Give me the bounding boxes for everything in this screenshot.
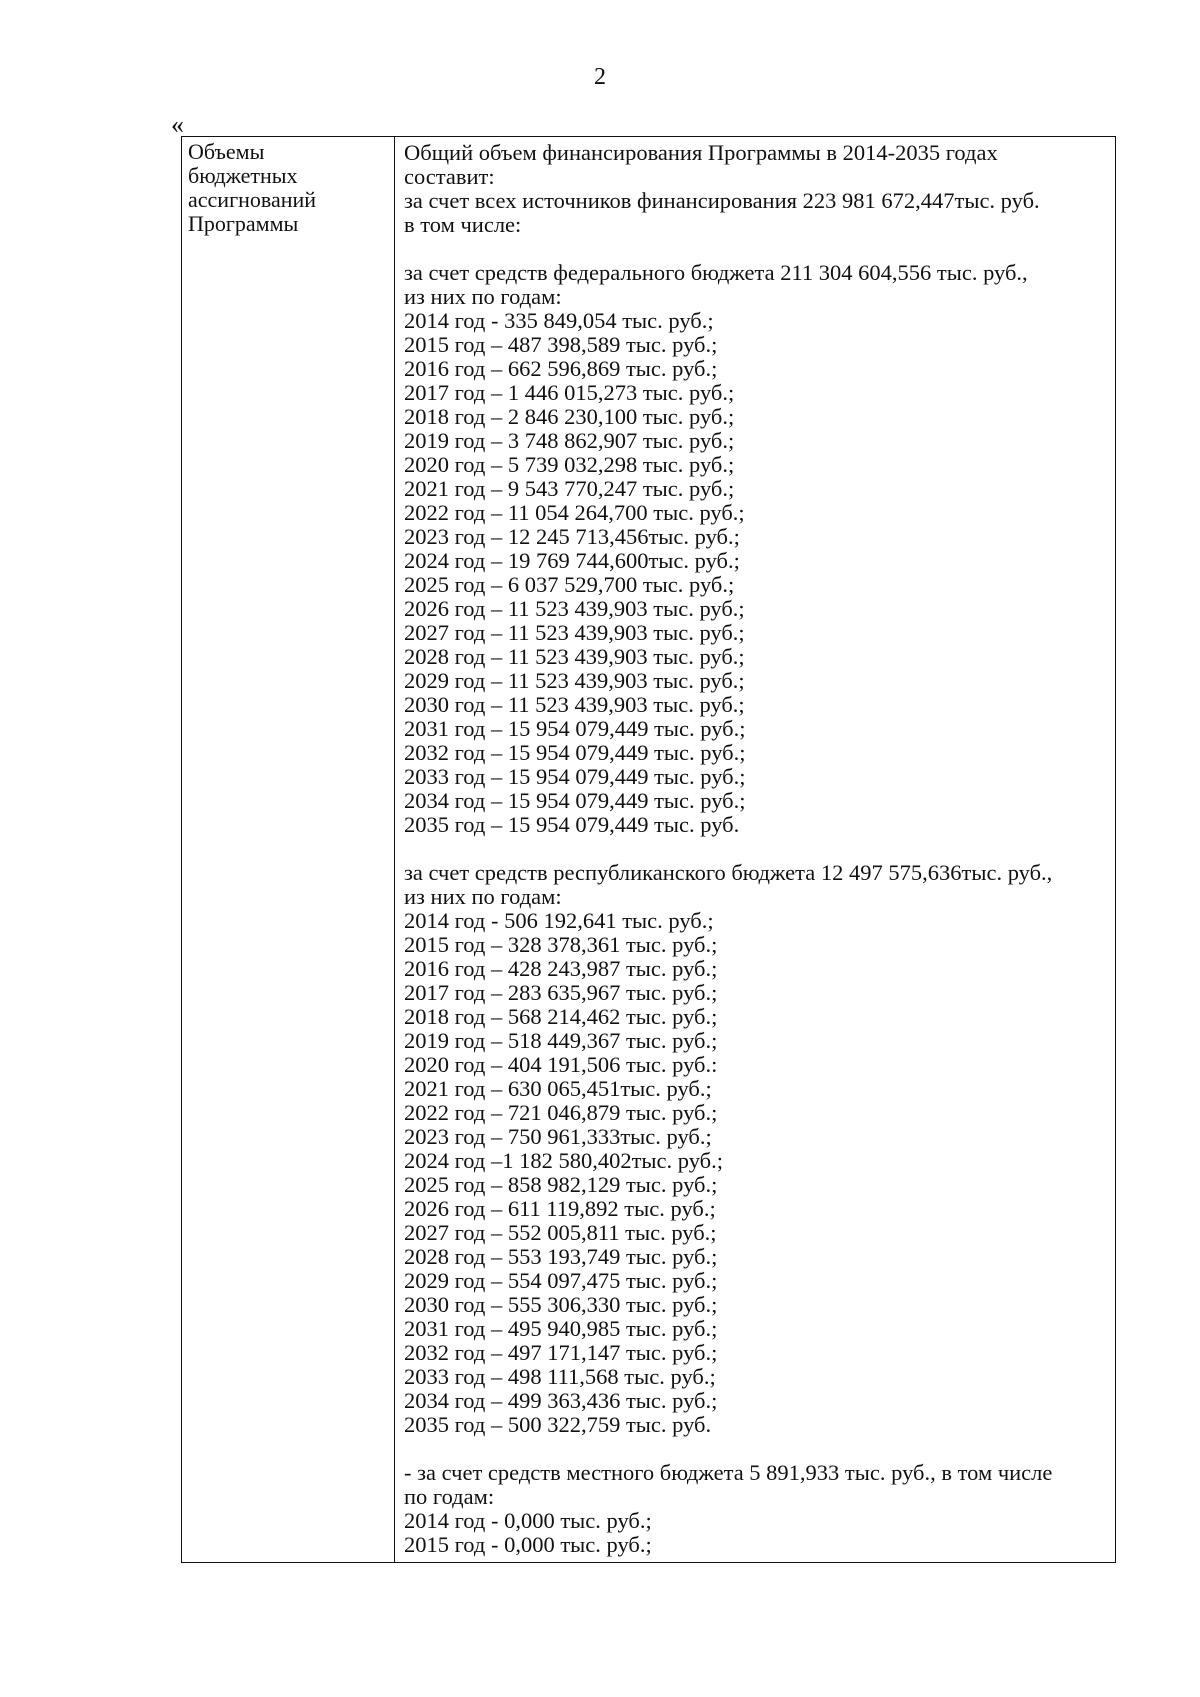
republic-year-line: 2029 год – 554 097,475 тыс. руб.; <box>404 1268 718 1293</box>
local-year-line: 2015 год - 0,000 тыс. руб.; <box>404 1532 652 1557</box>
intro-line: в том числе: <box>404 212 522 237</box>
republic-year-line: 2023 год – 750 961,333тыс. руб.; <box>404 1124 712 1149</box>
section-spacer <box>404 1437 1114 1461</box>
republic-year-line: 2019 год – 518 449,367 тыс. руб.; <box>404 1028 718 1053</box>
federal-year-line: 2035 год – 15 954 079,449 тыс. руб. <box>404 812 740 837</box>
republic-year-line: 2020 год – 404 191,506 тыс. руб.: <box>404 1052 718 1077</box>
republic-year-line: 2035 год – 500 322,759 тыс. руб. <box>404 1412 712 1437</box>
federal-year-line: 2017 год – 1 446 015,273 тыс. руб.; <box>404 380 735 405</box>
federal-heading-line: из них по годам: <box>404 284 562 309</box>
federal-year-line: 2031 год – 15 954 079,449 тыс. руб.; <box>404 716 746 741</box>
federal-years-list <box>404 309 1114 837</box>
federal-year-line: 2023 год – 12 245 713,456тыс. руб.; <box>404 524 740 549</box>
label-line: Объемы <box>188 139 265 164</box>
local-heading-line: - за счет средств местного бюджета 5 891,933 тыс. руб., в том числе <box>404 1460 1053 1485</box>
local-years-list <box>404 1509 1114 1557</box>
republic-year-line: 2025 год – 858 982,129 тыс. руб.; <box>404 1172 718 1197</box>
federal-year-line: 2025 год – 6 037 529,700 тыс. руб.; <box>404 572 735 597</box>
local-year-line: 2014 год - 0,000 тыс. руб.; <box>404 1508 652 1533</box>
republic-year-line: 2034 год – 499 363,436 тыс. руб.; <box>404 1388 718 1413</box>
federal-year-line: 2018 год – 2 846 230,100 тыс. руб.; <box>404 404 735 429</box>
column-divider <box>394 137 395 1562</box>
federal-year-line: 2034 год – 15 954 079,449 тыс. руб.; <box>404 788 746 813</box>
opening-quote-mark: « <box>171 110 184 139</box>
republic-year-line: 2017 год – 283 635,967 тыс. руб.; <box>404 980 718 1005</box>
label-line: бюджетных <box>188 163 298 188</box>
republic-year-line: 2018 год – 568 214,462 тыс. руб.; <box>404 1004 718 1029</box>
budget-table <box>181 136 1116 1563</box>
republic-year-line: 2015 год – 328 378,361 тыс. руб.; <box>404 932 718 957</box>
label-line: ассигнований <box>188 187 317 212</box>
label-line: Программы <box>188 211 299 236</box>
federal-heading-line: за счет средств федерального бюджета 211 304 604,556 тыс. руб., <box>404 260 1028 285</box>
federal-year-line: 2019 год – 3 748 862,907 тыс. руб.; <box>404 428 735 453</box>
intro-line: за счет всех источников финансирования 223 981 672,447тыс. руб. <box>404 188 1040 213</box>
republic-year-line: 2032 год – 497 171,147 тыс. руб.; <box>404 1340 718 1365</box>
republic-years-list <box>404 909 1114 1437</box>
republic-heading-line: из них по годам: <box>404 884 562 909</box>
republic-year-line: 2031 год – 495 940,985 тыс. руб.; <box>404 1316 718 1341</box>
federal-year-line: 2020 год – 5 739 032,298 тыс. руб.; <box>404 452 735 477</box>
federal-budget-section <box>404 261 1114 837</box>
federal-year-line: 2030 год – 11 523 439,903 тыс. руб.; <box>404 692 745 717</box>
federal-year-line: 2015 год – 487 398,589 тыс. руб.; <box>404 332 718 357</box>
federal-year-line: 2029 год – 11 523 439,903 тыс. руб.; <box>404 668 745 693</box>
republic-year-line: 2024 год –1 182 580,402тыс. руб.; <box>404 1148 724 1173</box>
intro-section <box>404 141 1114 237</box>
federal-year-line: 2026 год – 11 523 439,903 тыс. руб.; <box>404 596 745 621</box>
section-spacer <box>404 837 1114 861</box>
republic-year-line: 2030 год – 555 306,330 тыс. руб.; <box>404 1292 718 1317</box>
federal-year-line: 2022 год – 11 054 264,700 тыс. руб.; <box>404 500 745 525</box>
local-budget-section <box>404 1461 1114 1557</box>
intro-line: составит: <box>404 164 495 189</box>
federal-year-line: 2032 год – 15 954 079,449 тыс. руб.; <box>404 740 746 765</box>
republic-year-line: 2026 год – 611 119,892 тыс. руб.; <box>404 1196 716 1221</box>
content-cell <box>404 141 1114 1557</box>
federal-year-line: 2014 год - 335 849,054 тыс. руб.; <box>404 308 714 333</box>
federal-year-line: 2024 год – 19 769 744,600тыс. руб.; <box>404 548 740 573</box>
republic-heading-line: за счет средств республиканского бюджета 12 497 575,636тыс. руб., <box>404 860 1053 885</box>
federal-year-line: 2033 год – 15 954 079,449 тыс. руб.; <box>404 764 746 789</box>
republic-year-line: 2022 год – 721 046,879 тыс. руб.; <box>404 1100 718 1125</box>
republic-budget-section <box>404 861 1114 1437</box>
federal-year-line: 2021 год – 9 543 770,247 тыс. руб.; <box>404 476 735 501</box>
federal-year-line: 2016 год – 662 596,869 тыс. руб.; <box>404 356 718 381</box>
intro-line: Общий объем финансирования Программы в 2014-2035 годах <box>404 140 998 165</box>
republic-year-line: 2028 год – 553 193,749 тыс. руб.; <box>404 1244 718 1269</box>
republic-year-line: 2014 год - 506 192,641 тыс. руб.; <box>404 908 714 933</box>
label-cell <box>188 140 388 236</box>
republic-year-line: 2033 год – 498 111,568 тыс. руб.; <box>404 1364 716 1389</box>
section-spacer <box>404 237 1114 261</box>
republic-year-line: 2021 год – 630 065,451тыс. руб.; <box>404 1076 712 1101</box>
republic-year-line: 2027 год – 552 005,811 тыс. руб.; <box>404 1220 717 1245</box>
local-heading-line: по годам: <box>404 1484 495 1509</box>
republic-year-line: 2016 год – 428 243,987 тыс. руб.; <box>404 956 718 981</box>
page-number: 2 <box>594 64 606 90</box>
federal-year-line: 2028 год – 11 523 439,903 тыс. руб.; <box>404 644 745 669</box>
federal-year-line: 2027 год – 11 523 439,903 тыс. руб.; <box>404 620 745 645</box>
